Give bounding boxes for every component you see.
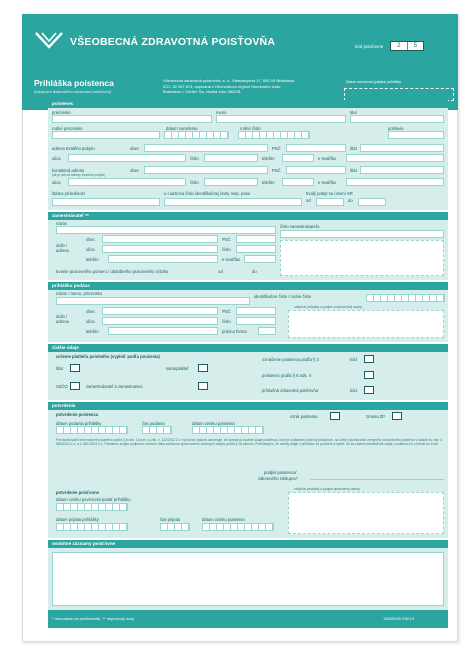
podava-stamp-note: odtlačok pečiatky a podpis zodpovednej osoby [294,305,362,309]
trvaly-pobyt-od-input[interactable] [316,198,344,206]
label-cislo: číslo [190,156,199,161]
label-oznacenie: označenie poistenca podľa § 3 [262,357,319,362]
rodne-priezvisko-input[interactable] [52,131,160,139]
form-subtitle: (kópia pre dotknutého zdravotnú poisťovňu) [34,89,112,94]
vszp-logo-icon [34,30,64,50]
label-telefon: telefón [262,156,275,161]
form-title: Prihláška poistenca [34,78,114,88]
label-cislo-zamestnavatela: číslo zamestnávateľa [280,224,320,229]
label-psc: PSČ [272,146,281,151]
label-statna-prislusnost: štátna príslušnosť [52,191,86,196]
label-z-psc: PSČ [222,237,231,242]
cudzinec-id-input[interactable] [164,198,302,206]
address-line: Bratislava I, Oddiel: Sa, vložka číslo 3602/B [163,89,241,95]
label-ulica: ulica [52,156,61,161]
label-z-email: e-mail/fax [222,257,241,262]
trvaly-psc-input[interactable] [286,144,346,152]
label-urcenie: určenie platiteľa poistného (vyplniť podľa poučenia) [56,354,160,359]
label-szco: SZČO [56,384,68,389]
label-rodne-priezvisko: rodné priezvisko [52,126,83,131]
section-bar-dalsie-udaje [48,344,448,352]
zamestnavatel-zamestnanec-checkbox[interactable] [198,382,208,390]
label-psc-2: PSČ [272,168,281,173]
trvaly-email-input[interactable] [346,154,444,162]
insurer-code-label: kód poisťovne [355,44,384,49]
p-obec-input[interactable] [102,307,218,315]
label-z-telefon: telefón [86,257,99,262]
podava-nazov-input[interactable] [56,297,250,305]
pohlavie-input[interactable] [388,131,444,139]
form-body [48,100,448,610]
z-obec-input[interactable] [102,235,218,243]
address-line: Všeobecná zdravotná poisťovňa, a. s., Mamateyova 17, 850 05 Bratislava, [163,78,296,83]
section-bar-zamestnavatel [48,212,448,220]
label-zakonneho-zastupcu: zákonného zástupcu* [258,476,299,481]
datum-prijatia-cells[interactable] [56,523,128,531]
label-zamestnavatel-zamestnanec: zamestnávateľ a zamestnanec [86,384,143,389]
label-p-obec: obec [86,309,96,314]
label-ico-rc: identifikačné číslo / rodné číslo [254,294,312,299]
pravna-forma-input[interactable] [258,327,276,335]
label-kod: kód [350,357,357,362]
received-date-label: Dátum doručenia (prijatia) prihlášky [346,80,402,84]
brand-name: VŠEOBECNÁ ZDRAVOTNÁ POISŤOVŇA [70,36,276,48]
label-potvrdenie-poistovne: potvrdenie poisťovne [56,490,99,495]
trvaly-ulica-input[interactable] [68,154,186,162]
kontakt-ulica-input[interactable] [68,178,186,186]
label-poistenec-11: poistenec podľa § 6 ods. 4 [262,373,312,378]
insurer-address [163,78,338,95]
szco-checkbox[interactable] [70,382,80,390]
trvaly-telefon-input[interactable] [282,154,314,162]
section-bar-osobitne [48,540,448,548]
stat-checkbox[interactable] [70,364,80,372]
section-title: poistenec [52,101,74,106]
label-datum-prijatia: dátum prijatia prihlášky [56,517,99,522]
label-titul: titul [350,110,357,115]
kontakt-obec-input[interactable] [144,166,268,174]
label-cudzinec: u cudzinca číslo identifikačnej karty resp. pasu [164,191,251,196]
datum-vzniku-povinnosti-cells[interactable] [56,503,128,511]
label-priezvisko: priezvisko [52,110,71,115]
label-trvaly-pobyt: trvalý pobyt na území SR [306,191,353,196]
label-datum-vzniku: dátum vzniku poistenia [192,421,235,426]
label-z-cislo: číslo [222,247,231,252]
datum-vzniku-2-cells[interactable] [202,523,274,531]
form-code: 12000295 VW/13 [383,616,414,621]
label-datum-vzniku-povinnosti: dátum vzniku povinnosti podať prihlášku [56,497,131,502]
label-p-cislo: číslo [222,319,231,324]
address-line: IČO: 35 937 874, zapísaná v Obchodnom registri Okresného súdu [163,83,281,89]
label-email: e-mail/fax [318,156,337,161]
label-trvanie: trvanie pracovného pomeru / obdobného pracovného vzťahu [56,269,169,274]
zmena-zp-checkbox[interactable] [392,412,402,420]
vznik-poistenia-checkbox[interactable] [330,412,340,420]
poistovna-stamp-note: odtlačok pečiatky a podpis oprávnenej osoby [294,487,360,491]
p-telefon-input[interactable] [108,327,218,335]
label-obec: obec [130,146,140,151]
rodne-cislo-cells[interactable] [238,131,310,139]
label-potvrdenie-poistenca: potvrdenie poistenca [56,412,99,417]
label-pravna-forma: právna forma [222,329,247,334]
p-ulica-input[interactable] [102,317,218,325]
label-z-ulica: ulica [86,247,95,252]
label-samoplatitel: samoplatiteľ [166,366,189,371]
label-do: do [348,198,353,203]
cas-podania-cells[interactable] [142,426,172,434]
podava-stamp-area[interactable] [288,310,444,338]
label-z-obec: obec [86,237,96,242]
osobitne-zaznamy-textarea[interactable] [52,552,444,606]
priezvisko-input[interactable] [52,115,212,123]
section-title: osobitné záznamy poisťovne [52,541,116,546]
label-sidlo-adresa: sídlo / adresa [56,243,69,253]
datum-vzniku-cells[interactable] [192,426,264,434]
poistovna-stamp-area[interactable] [288,492,444,534]
kontakt-telefon-input[interactable] [282,178,314,186]
label-p-psc: PSČ [222,309,231,314]
label-p-ulica: ulica [86,319,95,324]
insurer-code-digit: 5 [413,43,417,49]
label-telefon-2: telefón [262,180,275,185]
declaration-text: Prevádzkovateľ informačného systému podľa § 8 ods. 1 písm. c) zák. č. 122/2013 Z.z. týmto ten páčom oznamuje, že spracúva osobné údaje poistenca, ktoré je poistenec povinný poskytnúť, na účely vykonávania verejného zdravotného poistenia v súlade so zák. č. 580/2004 Z.z. a č. 581/2004 Z.z. Poistenec svojim podpisom zároveň dáva súhlas so spracovaním osobných údajov podľa § 28 zákona. Prehlasujem, že všetky údaje v prihláške sú pravdivé a úplné. Ak sa zmenia ktorékoľvek údaje, oznámim ich v lehote do 8 dní. [56,438,443,447]
poistenec-11-box[interactable] [364,371,374,379]
kontakt-email-input[interactable] [346,178,444,186]
section-bar-poistenec [48,100,448,108]
section-title: prihlášku podáva [52,283,90,288]
section-title: potvrdenie [52,403,76,408]
label-kontaktna-adresa: kontaktná adresa [52,168,85,173]
section-title: ďalšie údaje [52,345,79,350]
label-cas-podania: čas podania [142,421,165,426]
label-od: od [306,198,311,203]
kontaktna-adresa-note: (ak je iná od adresy trvalého pobytu) [52,173,106,177]
trvaly-stat-input[interactable] [360,144,444,152]
section-title: zamestnávateľ ** [52,213,89,218]
label-podpis-poistenca: podpis poistenca/ [264,470,297,475]
label-stat: štát [350,146,357,151]
podpis-poistenca-line[interactable] [310,474,444,480]
kontakt-psc-input[interactable] [286,166,346,174]
label-prislusna-zp: príslušná zdravotná poisťovňa [262,388,319,393]
label-cislo-2: číslo [190,180,199,185]
z-email-input[interactable] [244,255,276,263]
p-psc-input[interactable] [236,307,276,315]
z-psc-input[interactable] [236,235,276,243]
label-rodne-cislo: rodné číslo [240,126,261,131]
label-du-stat: štát [56,366,63,371]
label-datum-vzniku-2: dátum vzniku poistenia [202,517,245,522]
label-zmena-zp: zmena ZP [366,414,386,419]
label-meno: meno [216,110,227,115]
datum-podania-cells[interactable] [56,426,128,434]
section-bar-prihlasku-podava [48,282,448,290]
label-adresa-trvaleho: adresa trvalého pobytu [52,146,95,151]
insurer-code-box [390,41,424,51]
trvaly-obec-input[interactable] [144,144,268,152]
section-bar-potvrdenie [48,402,448,410]
label-vznik-poistenia: vznik poistenia [290,414,318,419]
z-ulica-input[interactable] [102,245,218,253]
oznacenie-kod-box[interactable] [364,355,374,363]
label-p-telefon: telefón [86,329,99,334]
label-nazov-meno: názov / meno, priezvisko [56,291,103,296]
samoplatitel-checkbox[interactable] [198,364,208,372]
kontakt-cislo-input[interactable] [204,178,258,186]
z-telefon-input[interactable] [108,255,218,263]
p-cislo-input[interactable] [236,317,276,325]
label-cas-prijatia: čas prijatia [160,517,181,522]
label-ulica-2: ulica [52,180,61,185]
section-dalsie-udaje [48,352,448,400]
trvaly-cislo-input[interactable] [204,154,258,162]
meno-input[interactable] [216,115,346,123]
label-stat-2: štát [350,168,357,173]
cislo-zamestnavatela-input[interactable] [280,230,444,238]
label-z-do: do [252,269,257,274]
label-email-2: e-mail/fax [318,180,337,185]
zamestnavatel-nazov-input[interactable] [56,226,276,234]
label-datum-narodenia: dátum narodenia [166,126,198,131]
label-datum-podania: dátum podania prihlášky [56,421,102,426]
statna-prislusnost-input[interactable] [52,198,160,206]
label-obec-2: obec [130,168,140,173]
prislusna-zp-kod-box[interactable] [364,386,374,394]
footer-note: * nehodiace sa prečiarknite, ** nepovinný údaj [52,616,134,621]
label-nazov: názov [56,221,68,226]
kontakt-stat-input[interactable] [360,166,444,174]
titul-input[interactable] [350,115,444,123]
z-cislo-input[interactable] [236,245,276,253]
insurer-code-digit: 2 [391,42,408,50]
label-z-od: od [218,269,223,274]
podava-ico-cells[interactable] [366,294,445,302]
label-p-sidlo-adresa: sídlo / adresa [56,314,69,324]
zamestnavatel-stamp-area[interactable] [280,240,444,276]
datum-narodenia-cells[interactable] [164,131,229,139]
trvaly-pobyt-do-input[interactable] [358,198,386,206]
label-pohlavie: pohlavie [388,126,404,131]
label-kod-2: kód [350,388,357,393]
cas-prijatia-cells[interactable] [160,523,190,531]
